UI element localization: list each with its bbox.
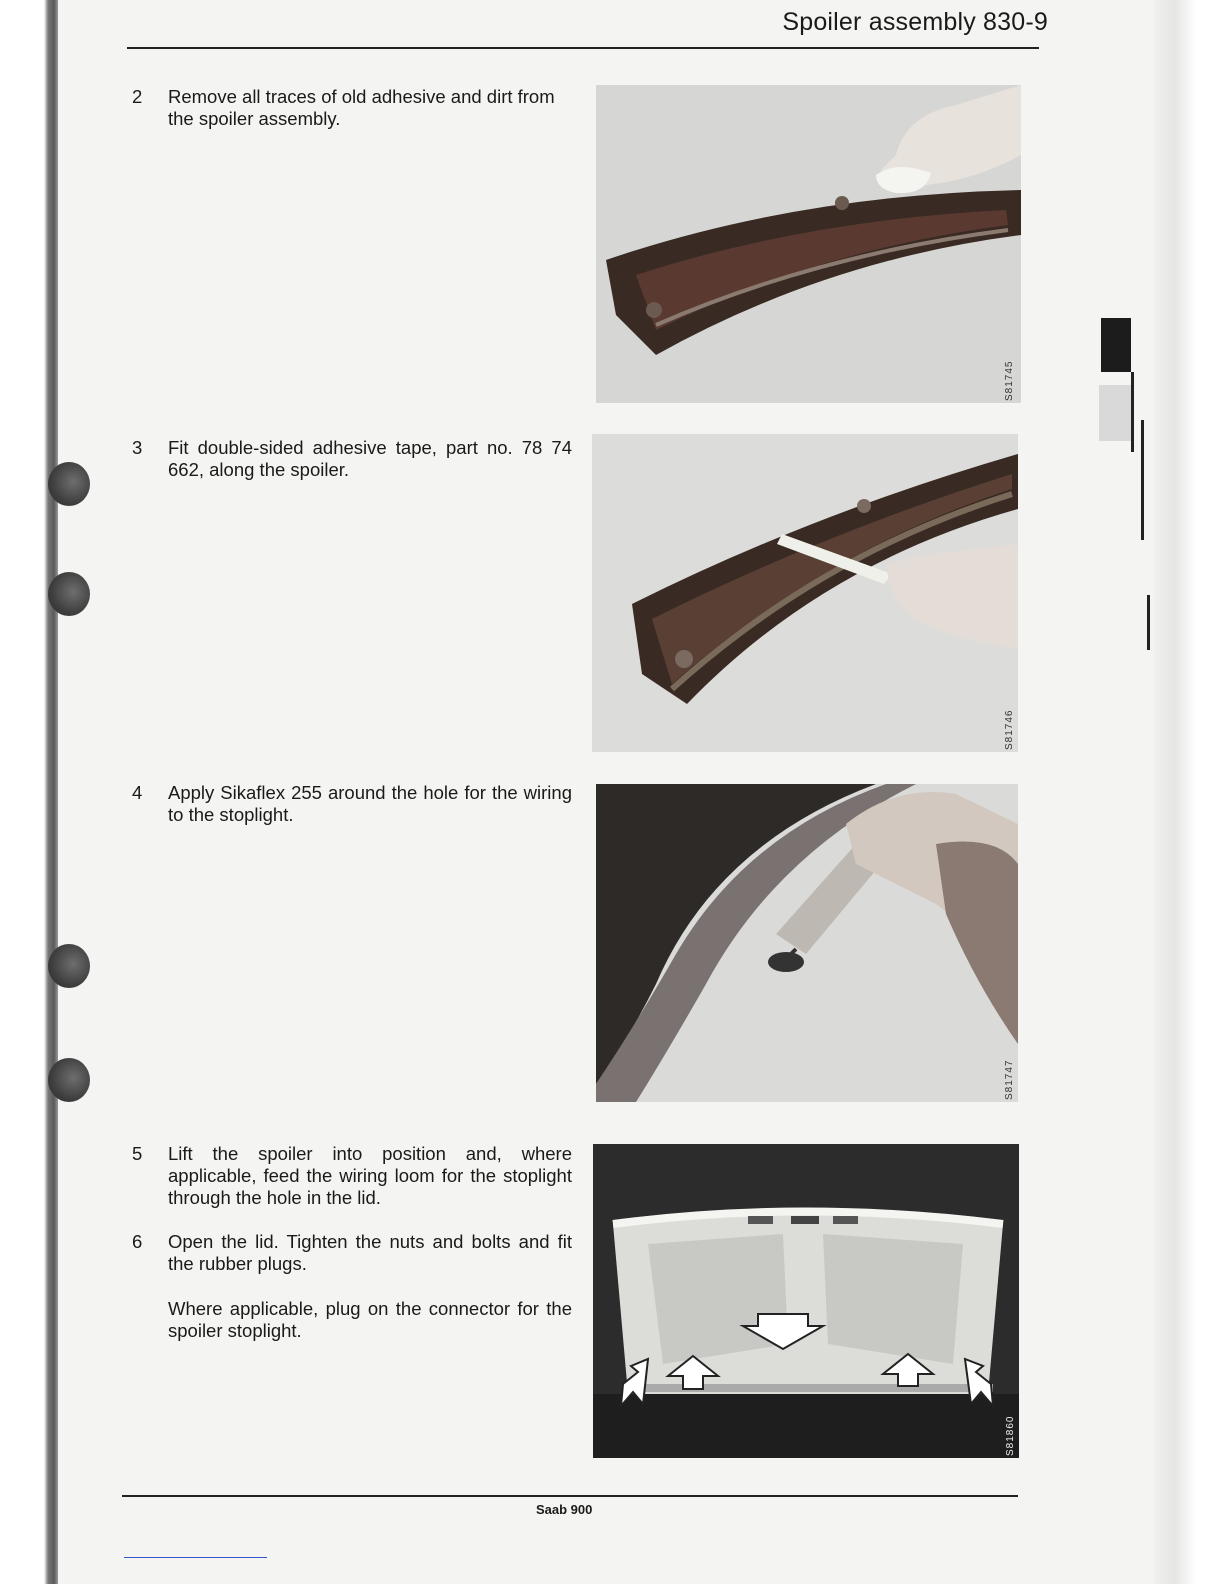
step-6 xyxy=(132,1231,572,1275)
figure-id: S81860 xyxy=(1005,1415,1016,1456)
edge-line xyxy=(1147,595,1150,650)
figure-applying-sealant xyxy=(596,784,1018,1102)
step-text: Open the lid. Tighten the nuts and bolts and fit the rubber plugs. xyxy=(168,1231,572,1274)
header-rule xyxy=(127,47,1039,49)
step-number: 6 xyxy=(132,1231,143,1252)
step-4 xyxy=(132,782,572,826)
step-6-note xyxy=(132,1298,572,1342)
section-tab-marker xyxy=(1101,318,1131,372)
figure-fitting-tape xyxy=(592,434,1018,752)
figure-id: S81747 xyxy=(1004,1059,1015,1100)
sealant-gun-icon xyxy=(596,784,1018,1102)
bottom-rule xyxy=(124,1557,267,1558)
step-number: 3 xyxy=(132,437,143,458)
edge-line xyxy=(1141,420,1144,540)
footer-model: Saab 900 xyxy=(536,1502,593,1517)
binder-hole xyxy=(48,944,90,988)
hand-fitting-tape-icon xyxy=(592,434,1018,752)
step-number: 2 xyxy=(132,86,143,107)
step-3 xyxy=(132,437,572,481)
figure-trunk-lid xyxy=(593,1144,1019,1458)
edge-line xyxy=(1131,372,1134,452)
binder-edge xyxy=(0,0,58,1584)
hand-cleaning-spoiler-icon xyxy=(596,85,1021,403)
figure-cleaning-spoiler xyxy=(596,85,1021,403)
trunk-lid-with-arrows-icon xyxy=(593,1144,1019,1458)
footer-rule xyxy=(122,1495,1018,1497)
page-title: Spoiler assembly 830-9 xyxy=(782,8,1048,36)
binder-hole xyxy=(48,462,90,506)
binder-hole xyxy=(48,572,90,616)
page-right-edge xyxy=(1154,0,1224,1584)
figure-id: S81745 xyxy=(1004,360,1015,401)
step-text: Remove all traces of old adhesive and dirt from the spoiler assembly. xyxy=(168,86,555,129)
section-tab-ghost xyxy=(1099,385,1131,441)
step-text: Apply Sikaflex 255 around the hole for the wiring to the stoplight. xyxy=(168,782,572,825)
figure-id: S81746 xyxy=(1004,709,1015,750)
step-2 xyxy=(132,86,572,130)
binder-hole xyxy=(48,1058,90,1102)
step-text: Lift the spoiler into position and, where applicable, feed the wiring loom for the stoplight through the hole in the lid. xyxy=(168,1143,572,1208)
step-text: Fit double-sided adhesive tape, part no. 78 74 662, along the spoiler. xyxy=(168,437,572,480)
step-number: 4 xyxy=(132,782,143,803)
step-text: Where applicable, plug on the connector for the spoiler stoplight. xyxy=(168,1298,572,1341)
step-5 xyxy=(132,1143,572,1209)
step-number: 5 xyxy=(132,1143,143,1164)
